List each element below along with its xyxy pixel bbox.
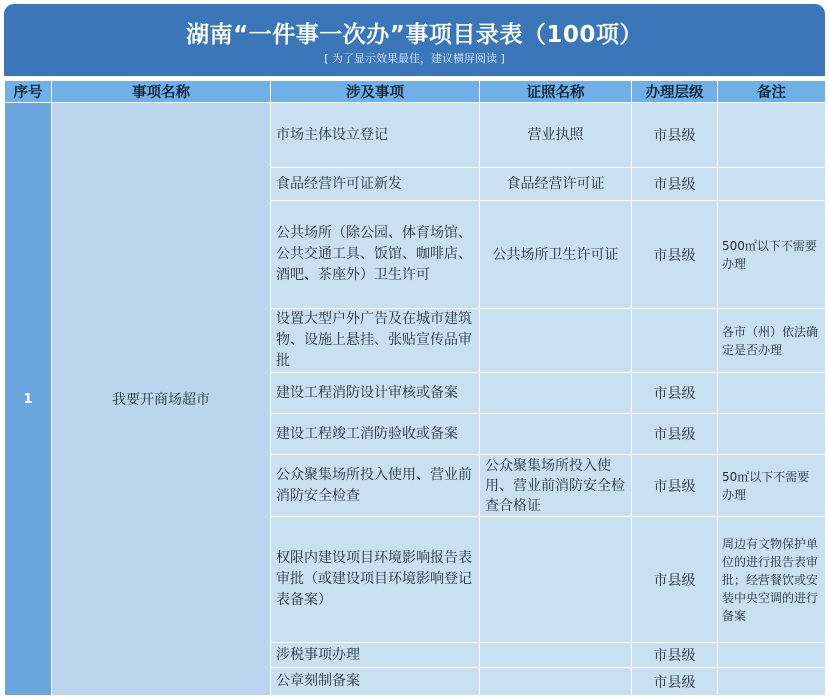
- note-cell: 周边有文物保护单位的进行报告表审批；经营餐饮或安装中央空调的进行备案: [718, 517, 826, 643]
- license-cell: 营业执照: [480, 103, 632, 168]
- license-cell: [480, 414, 632, 455]
- note-cell: 500㎡以下不需要办理: [718, 201, 826, 309]
- level-cell: 市县级: [632, 414, 718, 455]
- column-header-seq: 序号: [5, 81, 52, 103]
- level-cell: 市县级: [632, 643, 718, 668]
- item-cell: 涉税事项办理: [271, 643, 480, 668]
- level-cell: 市县级: [632, 373, 718, 414]
- catalog-table: [4, 80, 826, 696]
- table-row: [5, 103, 826, 168]
- note-cell: [718, 168, 826, 201]
- note-cell: [718, 373, 826, 414]
- item-cell: 设置大型户外广告及在城市建筑物、设施上悬挂、张贴宣传品审批: [271, 309, 480, 373]
- seq-cell: 1: [5, 103, 52, 696]
- level-cell: 市县级: [632, 201, 718, 309]
- license-cell: [480, 643, 632, 668]
- note-cell: [718, 414, 826, 455]
- license-cell: [480, 373, 632, 414]
- license-cell: 公众聚集场所投入使用、营业前消防安全检查合格证: [480, 455, 632, 517]
- level-cell: 市县级: [632, 517, 718, 643]
- column-header-matter: 事项名称: [52, 81, 271, 103]
- item-cell: 权限内建设项目环境影响报告表审批（或建设项目环境影响登记表备案）: [271, 517, 480, 643]
- column-header-note: 备注: [718, 81, 826, 103]
- matter-cell: 我要开商场超市: [52, 103, 271, 696]
- note-cell: 50㎡以下不需要办理: [718, 455, 826, 517]
- page-title: 湖南“一件事一次办”事项目录表（100项）: [186, 22, 643, 48]
- page-subtitle: [ 为了显示效果最佳，建议横屏阅读 ]: [324, 52, 505, 65]
- license-cell: [480, 517, 632, 643]
- column-header-item: 涉及事项: [271, 81, 480, 103]
- item-cell: 食品经营许可证新发: [271, 168, 480, 201]
- item-cell: 建设工程消防设计审核或备案: [271, 373, 480, 414]
- level-cell: [632, 309, 718, 373]
- table-header-row: [5, 81, 826, 103]
- license-cell: 食品经营许可证: [480, 168, 632, 201]
- note-cell: [718, 103, 826, 168]
- level-cell: 市县级: [632, 103, 718, 168]
- table-header-banner: [4, 4, 825, 76]
- license-cell: [480, 309, 632, 373]
- level-cell: 市县级: [632, 455, 718, 517]
- item-cell: 市场主体设立登记: [271, 103, 480, 168]
- level-cell: 市县级: [632, 168, 718, 201]
- level-cell: 市县级: [632, 668, 718, 696]
- column-header-license: 证照名称: [480, 81, 632, 103]
- column-header-level: 办理层级: [632, 81, 718, 103]
- note-cell: 各市（州）依法确定是否办理: [718, 309, 826, 373]
- item-cell: 建设工程竣工消防验收或备案: [271, 414, 480, 455]
- item-cell: 公共场所（除公园、体育场馆、公共交通工具、饭馆、咖啡店、酒吧、茶座外）卫生许可: [271, 201, 480, 309]
- item-cell: 公众聚集场所投入使用、营业前消防安全检查: [271, 455, 480, 517]
- item-cell: 公章刻制备案: [271, 668, 480, 696]
- license-cell: 公共场所卫生许可证: [480, 201, 632, 309]
- note-cell: [718, 643, 826, 668]
